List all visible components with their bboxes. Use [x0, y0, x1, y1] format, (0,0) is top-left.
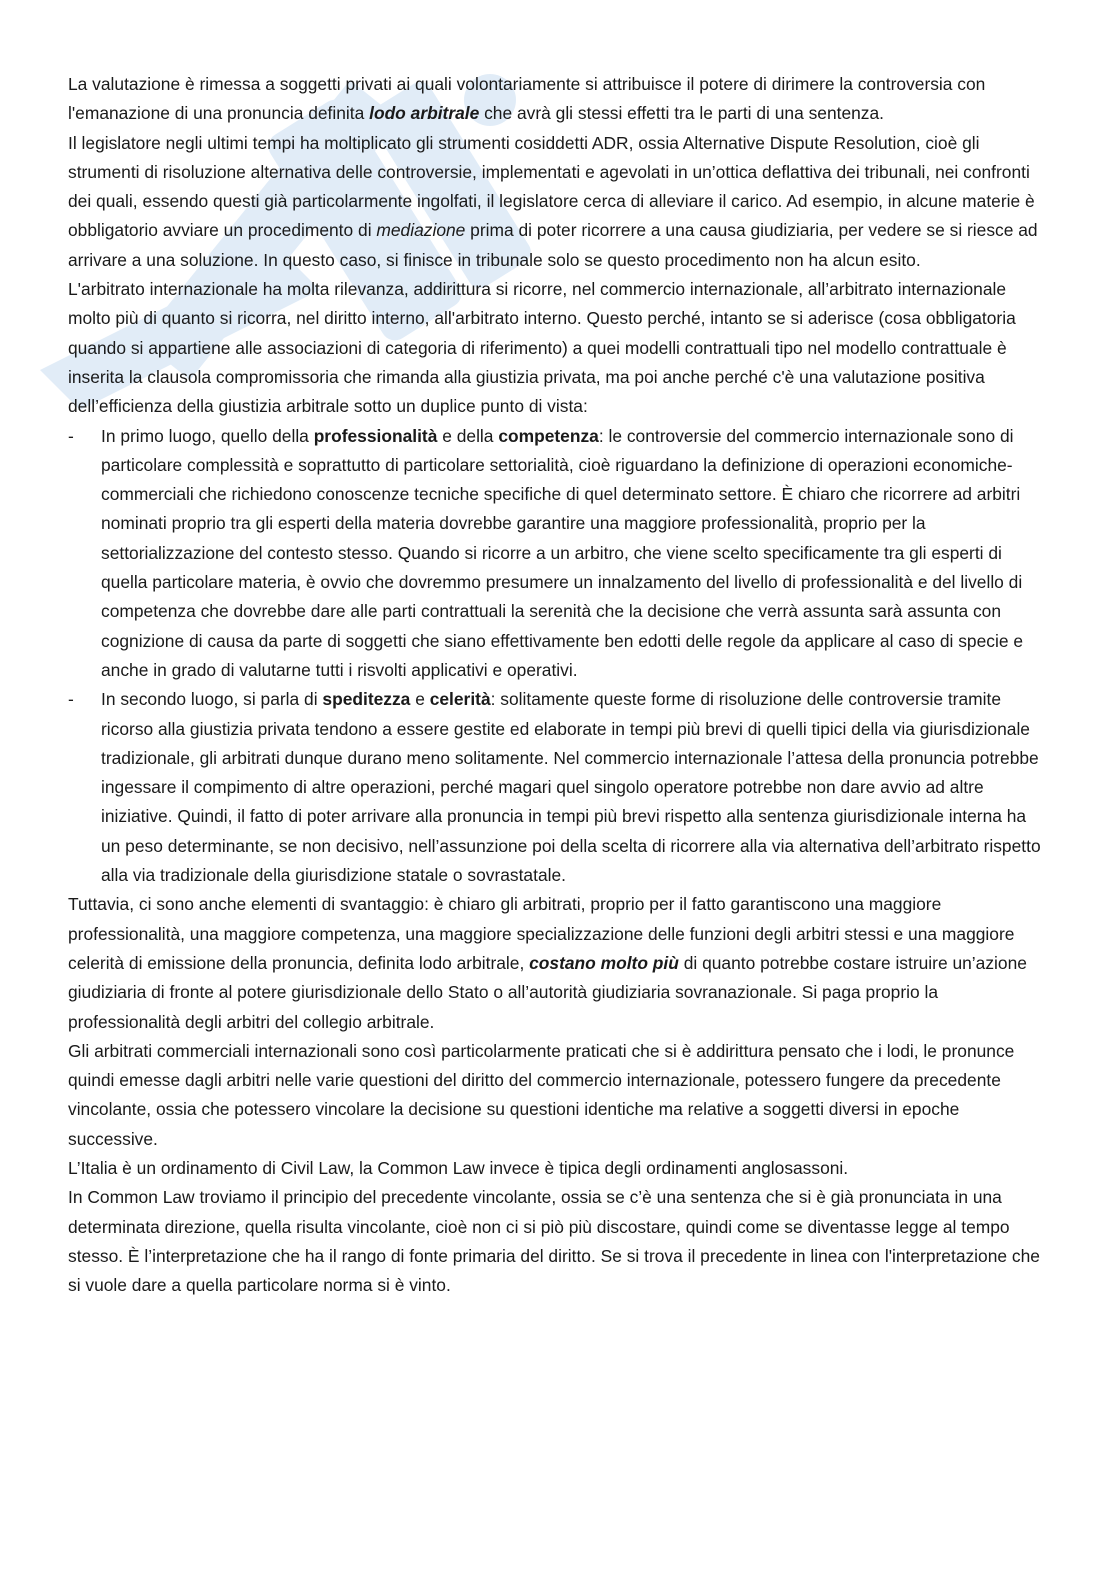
list-dash: -	[68, 425, 74, 446]
paragraph-arbitrato-internazionale: L'arbitrato internazionale ha molta rilevanza, addirittura si ricorre, nel commercio internazionale, all’arbitrato internazionale molto più di quanto si ricorra, nel diritto interno, all'arbitrato interno. Questo perché, intanto se si aderisce (cosa obbligatoria quando si appartiene alle associazioni di categoria di riferimento) a quei modelli contrattuali tipo nel modello contrattuale è inserita la clausola compromissoria che rimanda alla giustizia privata, ma poi anche perché c'è una valutazione positiva dell’efficienza della giustizia arbitrale sotto un duplice punto di vista:	[68, 279, 1016, 417]
list-item-professionalita: - In primo luogo, quello della professionalità e della competenza: le controversie del commercio internazionale sono di particolare complessità e soprattutto di particolare settorialità, cioè riguardano la definizione di operazioni economiche-commerciali che richiedono conoscenze tecniche specifiche di quel determinato settore. È chiaro che ricorrere ad arbitri nominati proprio tra gli esperti della materia dovrebbe garantire una maggiore professionalità, proprio per la settorializzazione del contesto stesso. Quando si ricorre a un arbitro, che viene scelto specificamente tra gli esperti di quella particolare materia, è ovvio che dovremmo presumere un innalzamento del livello di professionalità e del livello di competenza che dovrebbe dare alle parti contrattuali la serenità che la decisione che verrà assunta sarà assunta con cognizione di causa da parte di soggetti che siano effettivamente ben edotti delle regole da applicare al caso di specie e anche in grado di valutarne tutti i risvolti applicativi e operativi.	[68, 422, 1048, 686]
paragraph-adr: Il legislatore negli ultimi tempi ha moltiplicato gli strumenti cosiddetti ADR, ossia Alternative Dispute Resolution, cioè gli strumenti di risoluzione alternativa delle controversie, implementati e agevolati in un’ottica deflattiva dei tribunali, nei confronti dei quali, essendo questi già particolarmente ingolfati, il legislatore cerca di alleviare il carico. Ad esempio, in alcune materie è obbligatorio avviare un procedimento di mediazione prima di poter ricorrere a una causa giudiziaria, per vedere se si riesce ad arrivare a una soluzione. In questo caso, si finisce in tribunale solo se questo procedimento non ha alcun esito.	[68, 132, 1038, 270]
emphasis-lodo-arbitrale: lodo arbitrale	[369, 103, 480, 124]
document-body	[68, 70, 1048, 1300]
paragraph-lodo-arbitrale: La valutazione è rimessa a soggetti privati ai quali volontariamente si attribuisce il potere di dirimere la controversia con l'emanazione di una pronuncia definita lodo arbitrale che avrà gli stessi effetti tra le parti di una sentenza.	[68, 74, 986, 124]
paragraph-civil-law: L’Italia è un ordinamento di Civil Law, la Common Law invece è tipica degli ordinamenti anglosassoni.	[68, 1157, 849, 1178]
paragraph-precedente-vincolante: Gli arbitrati commerciali internazionali sono così particolarmente praticati che si è addirittura pensato che i lodi, le pronunce quindi emesse dagli arbitri nelle varie questioni del diritto del commercio internazionale, potessero fungere da precedente vincolante, ossia che potessero vincolare la decisione su questioni identiche ma relative a soggetti diversi in epoche successive.	[68, 1040, 1015, 1149]
bold-competenza: competenza	[498, 425, 599, 446]
emphasis-costano-molto-piu: costano molto più	[529, 952, 679, 973]
list-dash: -	[68, 689, 74, 710]
bold-speditezza: speditezza	[322, 689, 411, 710]
list-item-speditezza: - In secondo luogo, si parla di speditezza e celerità: solitamente queste forme di risoluzione delle controversie tramite ricorso alla giustizia privata tendono a essere gestite ed elaborate in tempi più brevi di quelli tipici della via giurisdizionale tradizionale, gli arbitrati dunque durano meno solitamente. Nel commercio internazionale l’attesa della pronuncia potrebbe ingessare il compimento di altre operazioni, perché magari quel singolo operatore potrebbe non dare avvio ad altre iniziative. Quindi, il fatto di poter arrivare alla pronuncia in tempi più brevi rispetto alla sentenza giurisdizionale interna ha un peso determinante, se non decisivo, nell’assunzione poi della scelta di ricorrere alla via alternativa dell’arbitrato rispetto alla via tradizionale della giurisdizione statale o sovrastatale.	[68, 685, 1048, 890]
paragraph-common-law: In Common Law troviamo il principio del precedente vincolante, ossia se c’è una sentenza che si è già pronunciata in una determinata direzione, quella risulta vincolante, cioè non ci si piò più discostare, quindi come se diventasse legge al tempo stesso. È l’interpretazione che ha il rango di fonte primaria del diritto. Se si trova il precedente in linea con l'interpretazione che si vuole dare a quella particolare norma si è vinto.	[68, 1187, 1040, 1296]
paragraph-svantaggi: Tuttavia, ci sono anche elementi di svantaggio: è chiaro gli arbitrati, proprio per il fatto garantiscono una maggiore professionalità, una maggiore competenza, una maggiore specializzazione delle funzioni degli arbitri stessi e una maggiore celerità di emissione della pronuncia, definita lodo arbitrale, costano molto più di quanto potrebbe costare istruire un’azione giudiziaria di fronte al potere giurisdizionale dello Stato o all’autorità giudiziaria sovranazionale. Si paga proprio la professionalità degli arbitri del collegio arbitrale.	[68, 894, 1027, 1032]
advantages-list	[68, 422, 1048, 891]
emphasis-mediazione: mediazione	[376, 220, 466, 241]
bold-professionalita: professionalità	[313, 425, 438, 446]
bold-celerita: celerità	[429, 689, 491, 710]
